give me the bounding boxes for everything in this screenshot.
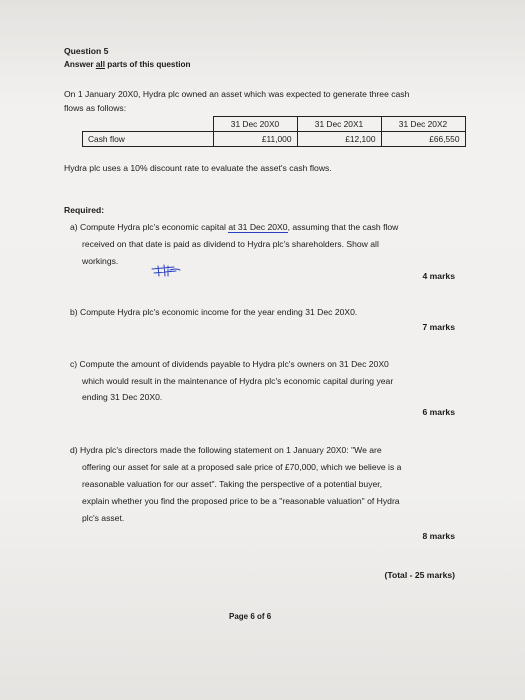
part-d-line-4: explain whether you find the proposed price to be a "reasonable valuation" of Hydra bbox=[82, 496, 400, 506]
instruction-post: parts of this question bbox=[104, 60, 191, 69]
table-row-label: Cash flow bbox=[83, 132, 214, 147]
part-d-marks: 8 marks bbox=[422, 531, 455, 541]
total-marks: (Total - 25 marks) bbox=[384, 570, 455, 580]
part-a-marks: 4 marks bbox=[422, 271, 455, 281]
discount-note: Hydra plc uses a 10% discount rate to evaluate the asset's cash flows. bbox=[64, 163, 332, 173]
required-heading: Required: bbox=[64, 205, 105, 215]
part-a-line-3: workings. bbox=[82, 256, 119, 266]
part-c-line-3: ending 31 Dec 20X0. bbox=[82, 392, 163, 402]
footer-page-total: 6 bbox=[266, 612, 272, 621]
part-d-line-3: reasonable valuation for our asset". Taking the perspective of a potential buyer, bbox=[82, 479, 383, 489]
footer-mid: of bbox=[254, 612, 267, 621]
page-footer bbox=[229, 611, 271, 623]
footer-page-number: 6 bbox=[250, 612, 255, 621]
part-a-line-2: received on that date is paid as dividend to Hydra plc's shareholders. Show all bbox=[82, 239, 379, 249]
part-a-text-end: , assuming that the cash flow bbox=[287, 222, 399, 232]
table-cell: £11,000 bbox=[213, 132, 297, 147]
part-a-line-1 bbox=[70, 221, 398, 233]
part-c-line-1: c) Compute the amount of dividends payable to Hydra plc's owners on 31 Dec 20X0 bbox=[70, 359, 389, 369]
table-header-row bbox=[83, 117, 466, 132]
footer-pre: Page bbox=[229, 612, 251, 621]
part-d-line-2: offering our asset for sale at a proposed sale price of £70,000, which we believe is a bbox=[82, 462, 402, 472]
instruction bbox=[64, 59, 191, 71]
table-row bbox=[83, 132, 466, 147]
table-corner-cell bbox=[83, 117, 214, 132]
part-a-text: a) Compute Hydra plc's economic capital bbox=[70, 222, 229, 232]
table-cell: £12,100 bbox=[297, 132, 381, 147]
part-b-marks: 7 marks bbox=[422, 322, 455, 332]
part-d-line-1: d) Hydra plc's directors made the following statement on 1 January 20X0: "We are bbox=[70, 445, 382, 455]
instruction-pre: Answer bbox=[64, 60, 96, 69]
part-c-marks: 6 marks bbox=[422, 407, 455, 417]
part-a-handwritten-underline: at 31 Dec 20X0 bbox=[228, 222, 288, 232]
table-header-cell: 31 Dec 20X0 bbox=[213, 117, 297, 132]
part-b-text: b) Compute Hydra plc's economic income for the year ending 31 Dec 20X0. bbox=[70, 307, 358, 317]
table-cell: £66,550 bbox=[381, 132, 465, 147]
part-d-line-5: plc's asset. bbox=[82, 513, 125, 523]
instruction-emphasis: all bbox=[95, 60, 105, 69]
pen-scribble-mark bbox=[150, 264, 182, 278]
part-c-line-2: which would result in the maintenance of Hydra plc's economic capital during year bbox=[82, 376, 394, 386]
question-title: Question 5 bbox=[64, 46, 109, 56]
table-header-cell: 31 Dec 20X2 bbox=[381, 117, 465, 132]
cash-flow-table bbox=[82, 116, 466, 147]
intro-line-1: On 1 January 20X0, Hydra plc owned an asset which was expected to generate three cash bbox=[64, 89, 410, 99]
table-header-cell: 31 Dec 20X1 bbox=[297, 117, 381, 132]
intro-line-2: flows as follows: bbox=[64, 103, 127, 113]
